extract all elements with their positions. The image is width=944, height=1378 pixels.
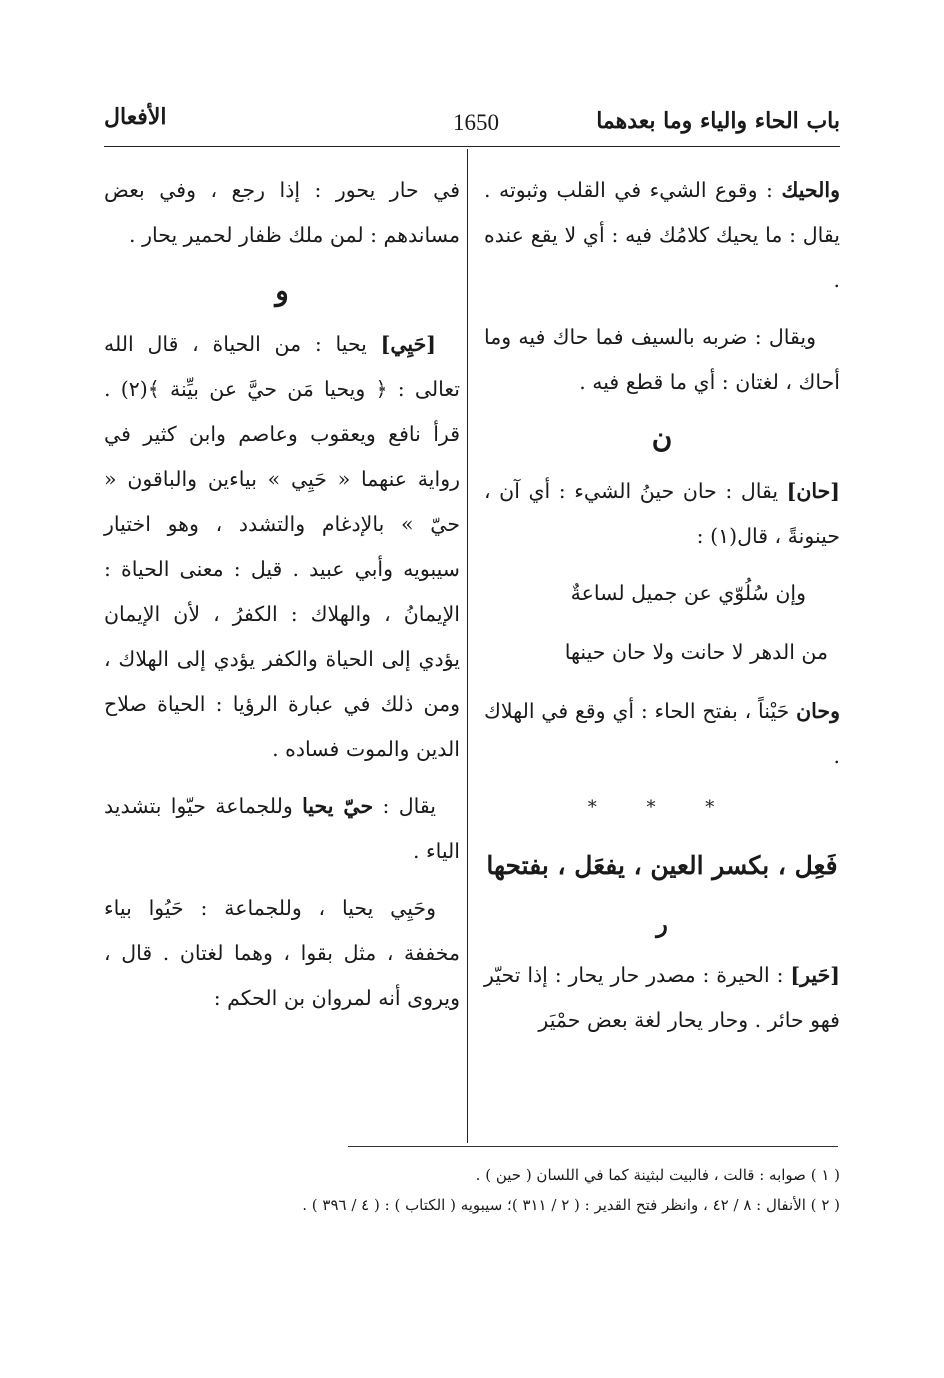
running-header-section-title: باب الحاء والياء وما بعدهما — [596, 108, 840, 134]
entry-prefix: يقال : — [382, 794, 436, 818]
footnote-rule — [348, 1146, 838, 1147]
entry-text: وللجماعة حيّوا بتشديد الياء . — [104, 794, 460, 863]
entry-text: : الحيرة : مصدر حار يحار : إذا تحيّر فهو حائر . وحار يحار لغة بعض حمْيَر — [484, 963, 840, 1032]
entry-hayr — [484, 953, 840, 1043]
footnote-1: ( ١ ) صوابه : قالت ، فالبيت لبثينة كما في اللسان ( حين ) . — [475, 1166, 840, 1184]
right-column — [484, 168, 840, 1055]
section-heading: فَعِل ، بكسر العين ، يفعَل ، بفتحها — [486, 851, 838, 880]
left-column — [104, 168, 460, 1033]
footnotes — [104, 1160, 840, 1220]
continuation-paragraph: في حار يحور : إذا رجع ، وفي بعض مسانده‍م : لمن ملك ظفار لحمير يحار . — [104, 178, 460, 247]
entry-term: والحيك — [781, 178, 840, 202]
entry-han — [484, 469, 840, 559]
entry-term: [حَير] — [790, 963, 840, 987]
entry-text: يقال : حان حينُ الشيء : أي آن ، حينونةً ، قال(١) : — [484, 479, 840, 548]
entry-hayk — [484, 168, 840, 303]
entry-term: [حان] — [786, 479, 840, 503]
column-divider — [467, 149, 468, 1143]
entry-hak-paragraph: ويقال : ضربه بالسيف فما حاك فيه وما أحاك ، لغتان : أي ما قطع فيه . — [484, 325, 840, 394]
entry-han-hayn — [484, 689, 840, 779]
entry-hayy-yahya — [104, 784, 460, 874]
entry-term: [حَيِي] — [380, 332, 436, 356]
entry-term: وحان — [796, 699, 840, 723]
header-rule — [104, 146, 840, 147]
entry-text: حَيْناً ، بفتح الحاء : أي وقع في الهلاك . — [484, 699, 840, 768]
page-number: 1650 — [453, 110, 499, 135]
footnote-2: ( ٢ ) الأنفال : ٨ / ٤٢ ، وانظر فتح القدير : ( ٢ / ٣١١ )؛ سيبويه ( الكتاب ) : ( ٤ / ٣٩٦ ) . — [302, 1196, 840, 1214]
letter-heading-waw: و — [275, 274, 289, 307]
letter-heading-ra: ر — [656, 909, 668, 938]
entry-hayiya — [104, 322, 460, 772]
letter-heading-nun: ن — [651, 421, 673, 454]
running-header-book-title: الأفعال — [104, 104, 167, 130]
entry-text: يحيا : من الحياة ، قال الله تعالى : ﴿ ويحيا مَن حيَّ عن بيِّنة ﴾(٢) . قرأ نافع ويعقوب وعاصم وابن كثير في رواية عنهما « حَيِي » بياءين والباقون « حيّ » بالإدغام والتشدد ، وهو اختيار سيبويه وأبي عبيد . قيل : معنى الحياة : الإيمانُ ، والهلاك : الكفرُ ، لأن الإيمان يؤدي إلى الحياة والكفر يؤدي إلى الهلاك ، ومن ذلك في عبارة الرؤيا : الحياة صلاح الدين والموت فساده . — [104, 332, 460, 761]
poem-verse-line-1: وإن سُلُوّي عن جميل لساعةٌ — [570, 581, 806, 605]
entry-hayiya-plural: وحَيِي يحيا ، وللجماعة : حَيُوا بياء مخففة ، مثل بقوا ، وهما لغتان . قال ، ويروى أنه لمروان بن الحكم : — [104, 896, 460, 1010]
section-separator: * * * — [587, 797, 737, 818]
entry-text: : وقوع الشيء في القلب وثبوته . يقال : ما يحيك كلامُك فيه : أي لا يقع عنده . — [484, 178, 840, 292]
poem-verse-line-2: من الدهر لا حانت ولا حان حينها — [564, 640, 828, 664]
entry-term: حيّ يحيا — [302, 794, 374, 818]
